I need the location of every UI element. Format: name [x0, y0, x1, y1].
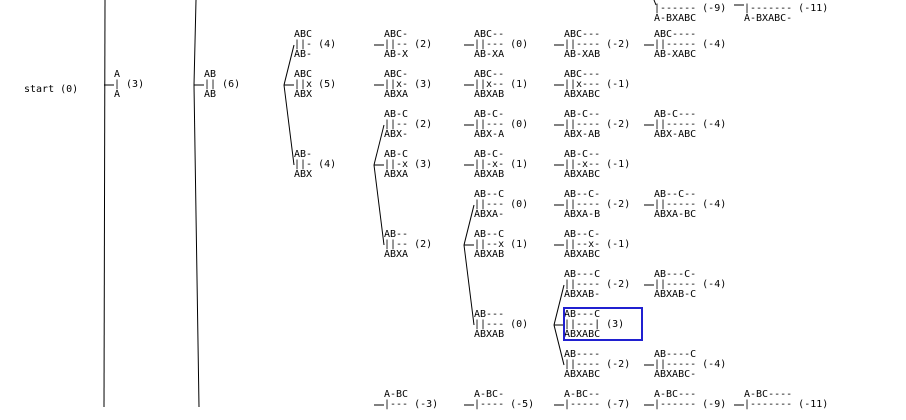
node-sequence-top: A-BC: [384, 389, 409, 400]
tree-node[interactable]: [474, 230, 528, 260]
node-sequence-top: AB---C: [564, 269, 601, 280]
node-alignment-score: ||----- (-4): [654, 279, 727, 290]
tree-edge: [464, 245, 474, 325]
tree-node[interactable]: [474, 190, 528, 220]
node-alignment-score: ||- (4): [294, 39, 337, 50]
node-alignment-score: ||x- (3): [384, 79, 433, 90]
node-alignment-score: ||---- (-2): [564, 39, 631, 50]
node-alignment-score: ||- (4): [294, 159, 337, 170]
node-sequence-top: AB-C---: [654, 109, 697, 120]
node-sequence-bottom: [474, 410, 534, 420]
tree-node[interactable]: [474, 390, 534, 420]
node-sequence-bottom: ABXAB: [474, 89, 505, 100]
node-sequence-top: ABC--: [474, 29, 505, 40]
tree-edge: [284, 85, 294, 165]
node-sequence-top: AB---C-: [654, 269, 697, 280]
node-sequence-bottom: ABXA-B: [564, 209, 601, 220]
node-sequence-top: AB---C: [564, 309, 601, 320]
node-sequence-top: AB-C--: [564, 149, 601, 160]
tree-edge: [374, 165, 384, 245]
node-sequence-bottom: ABX-A: [474, 129, 505, 140]
node-sequence-bottom: ABX-ABC: [654, 129, 697, 140]
node-sequence-bottom: ABXABC: [564, 169, 601, 180]
node-sequence-top: AB----: [564, 349, 601, 360]
node-sequence-bottom: ABX-: [384, 129, 409, 140]
node-sequence-top: AB--C: [474, 229, 505, 240]
node-sequence-top: AB-C--: [564, 109, 601, 120]
node-alignment-score: |------- (-11): [744, 399, 829, 410]
tree-node[interactable]: [744, 0, 828, 24]
node-sequence-top: AB----C: [654, 349, 697, 360]
tree-node[interactable]: [384, 30, 432, 60]
node-sequence-bottom: ABX: [294, 169, 313, 180]
tree-node[interactable]: [654, 30, 726, 60]
node-alignment-score: ||---- (-2): [564, 359, 631, 370]
node-sequence-top: ABC-: [384, 69, 409, 80]
node-sequence-bottom: ABXA-BC: [654, 209, 697, 220]
node-sequence-bottom: ABXAB: [474, 249, 505, 260]
tree-node[interactable]: [654, 0, 726, 24]
node-sequence-bottom: A-BXABC-: [744, 13, 793, 24]
node-sequence-bottom: ABXA-: [474, 209, 505, 220]
tree-node[interactable]: [294, 70, 336, 100]
tree-node[interactable]: [294, 150, 336, 180]
node-alignment-score: ||---| (3): [564, 319, 625, 330]
tree-node[interactable]: [564, 30, 630, 60]
node-sequence-top: AB-: [294, 149, 313, 160]
tree-node[interactable]: [204, 70, 240, 100]
tree-node[interactable]: [474, 110, 528, 140]
tree-node[interactable]: [24, 75, 78, 105]
node-sequence-bottom: ABXABC: [564, 329, 601, 340]
tree-node[interactable]: [474, 150, 528, 180]
tree-node[interactable]: [564, 390, 630, 420]
selected-node-highlight[interactable]: [563, 307, 643, 341]
node-sequence-top: A-BC----: [744, 389, 793, 400]
node-sequence-bottom: ABXABC: [564, 89, 601, 100]
tree-node[interactable]: [654, 350, 726, 380]
node-alignment-score: ||----- (-4): [654, 199, 727, 210]
node-sequence-bottom: ABXABC-: [654, 369, 697, 380]
node-sequence-top: ABC----: [654, 29, 697, 40]
node-alignment-score: ||----- (-4): [654, 39, 727, 50]
node-sequence-bottom: ABXABC: [564, 369, 601, 380]
node-sequence-top: A-BC-: [474, 389, 505, 400]
node-sequence-top: AB--C-: [564, 229, 601, 240]
node-alignment-score: ||---- (-2): [564, 279, 631, 290]
node-alignment-score: ||--- (0): [474, 119, 529, 130]
node-sequence-bottom: AB-XABC: [654, 49, 697, 60]
tree-node[interactable]: [564, 350, 630, 380]
node-alignment-score: ||--- (0): [474, 39, 529, 50]
tree-node[interactable]: [384, 230, 432, 260]
node-alignment-score: || (6): [204, 79, 241, 90]
node-sequence-top: AB--: [384, 229, 409, 240]
node-alignment-score: ||-- (2): [384, 39, 433, 50]
tree-node[interactable]: [384, 110, 432, 140]
tree-node[interactable]: [384, 390, 438, 420]
node-alignment-score: |----- (-7): [564, 399, 631, 410]
node-sequence-top: AB: [204, 69, 217, 80]
tree-node[interactable]: [744, 390, 828, 420]
node-alignment-score: ||x-- (1): [474, 79, 529, 90]
node-sequence-top: AB--C: [474, 189, 505, 200]
tree-node[interactable]: [654, 110, 726, 140]
node-sequence-top: AB--C--: [654, 189, 697, 200]
node-sequence-top: AB-C: [384, 109, 409, 120]
node-sequence-bottom: AB-: [294, 49, 313, 60]
node-sequence-bottom: A: [114, 89, 121, 100]
node-sequence-top: ABC: [294, 69, 313, 80]
node-sequence-top: AB-C-: [474, 109, 505, 120]
tree-node[interactable]: [474, 70, 528, 100]
node-sequence-bottom: ABX-AB: [564, 129, 601, 140]
node-alignment-score: |---- (-5): [474, 399, 535, 410]
node-sequence-top: ABC---: [564, 69, 601, 80]
node-alignment-score: ||-x (3): [384, 159, 433, 170]
trunk-line: [104, 0, 105, 407]
node-alignment-score: |------ (-9): [654, 3, 727, 14]
node-alignment-score: ||---- (-2): [564, 119, 631, 130]
node-sequence-bottom: ABXA: [384, 89, 409, 100]
node-sequence-top: A: [114, 69, 121, 80]
node-sequence-bottom: [654, 410, 726, 420]
node-alignment-score: ||-x- (1): [474, 159, 529, 170]
node-sequence-bottom: ABXA: [384, 249, 409, 260]
node-alignment-score: |------- (-11): [744, 3, 829, 14]
node-alignment-score: ||x (5): [294, 79, 337, 90]
tree-node[interactable]: [114, 70, 144, 100]
node-sequence-bottom: [384, 410, 438, 420]
node-alignment-score: ||x--- (-1): [564, 79, 631, 90]
node-sequence-top: AB-C-: [474, 149, 505, 160]
node-sequence-bottom: ABX: [294, 89, 313, 100]
node-sequence-bottom: ABXABC: [564, 249, 601, 260]
tree-node[interactable]: [564, 110, 630, 140]
node-sequence-top: A-BC--: [564, 389, 601, 400]
trunk-line: [194, 85, 199, 407]
node-alignment-score: ||----- (-4): [654, 119, 727, 130]
node-sequence-bottom: ABXA: [384, 169, 409, 180]
node-alignment-score: ||--x- (-1): [564, 239, 631, 250]
node-sequence-bottom: AB: [204, 89, 217, 100]
node-sequence-top: ABC--: [474, 69, 505, 80]
node-sequence-top: AB-C: [384, 149, 409, 160]
node-sequence-bottom: [24, 95, 78, 105]
tree-node[interactable]: [564, 70, 630, 100]
node-alignment-score: ||----- (-4): [654, 359, 727, 370]
tree-edge: [464, 205, 474, 245]
tree-node[interactable]: [384, 150, 432, 180]
node-sequence-bottom: [744, 410, 828, 420]
tree-node[interactable]: [564, 230, 630, 260]
node-sequence-bottom: ABXAB-: [564, 289, 601, 300]
node-alignment-score: ||---- (-2): [564, 199, 631, 210]
trunk-line: [194, 0, 196, 85]
node-alignment-score: ||-- (2): [384, 119, 433, 130]
tree-node[interactable]: [474, 310, 528, 340]
tree-edge: [374, 125, 384, 165]
tree-node[interactable]: [564, 270, 630, 300]
node-alignment-score: ||--- (0): [474, 199, 529, 210]
node-alignment-score: ||--x (1): [474, 239, 529, 250]
node-sequence-bottom: [564, 410, 630, 420]
node-alignment-score: ||--- (0): [474, 319, 529, 330]
node-sequence-top: ABC: [294, 29, 313, 40]
tree-node[interactable]: [564, 150, 630, 180]
node-sequence-bottom: ABXAB: [474, 169, 505, 180]
node-alignment-score: ||-x-- (-1): [564, 159, 631, 170]
node-sequence-top: AB---: [474, 309, 505, 320]
node-alignment-score: |--- (-3): [384, 399, 439, 410]
tree-node[interactable]: [654, 190, 726, 220]
tree-node[interactable]: [654, 390, 726, 420]
node-sequence-top: A-BC---: [654, 389, 697, 400]
node-alignment-score: |------ (-9): [654, 399, 727, 410]
node-sequence-top: ABC---: [564, 29, 601, 40]
node-sequence-bottom: AB-X: [384, 49, 409, 60]
node-sequence-bottom: AB-XA: [474, 49, 505, 60]
node-alignment-score: start (0): [24, 84, 79, 95]
node-sequence-bottom: AB-XAB: [564, 49, 601, 60]
tree-node[interactable]: [474, 30, 528, 60]
tree-node[interactable]: [654, 270, 726, 300]
tree-node[interactable]: [294, 30, 336, 60]
tree-node[interactable]: [384, 70, 432, 100]
node-sequence-bottom: A-BXABC: [654, 13, 697, 24]
node-alignment-score: ||-- (2): [384, 239, 433, 250]
node-sequence-bottom: ABXAB: [474, 329, 505, 340]
node-sequence-bottom: ABXAB-C: [654, 289, 697, 300]
node-alignment-score: | (3): [114, 79, 145, 90]
tree-edge: [284, 45, 294, 85]
node-sequence-top: ABC-: [384, 29, 409, 40]
tree-node[interactable]: [564, 190, 630, 220]
node-sequence-top: AB--C-: [564, 189, 601, 200]
